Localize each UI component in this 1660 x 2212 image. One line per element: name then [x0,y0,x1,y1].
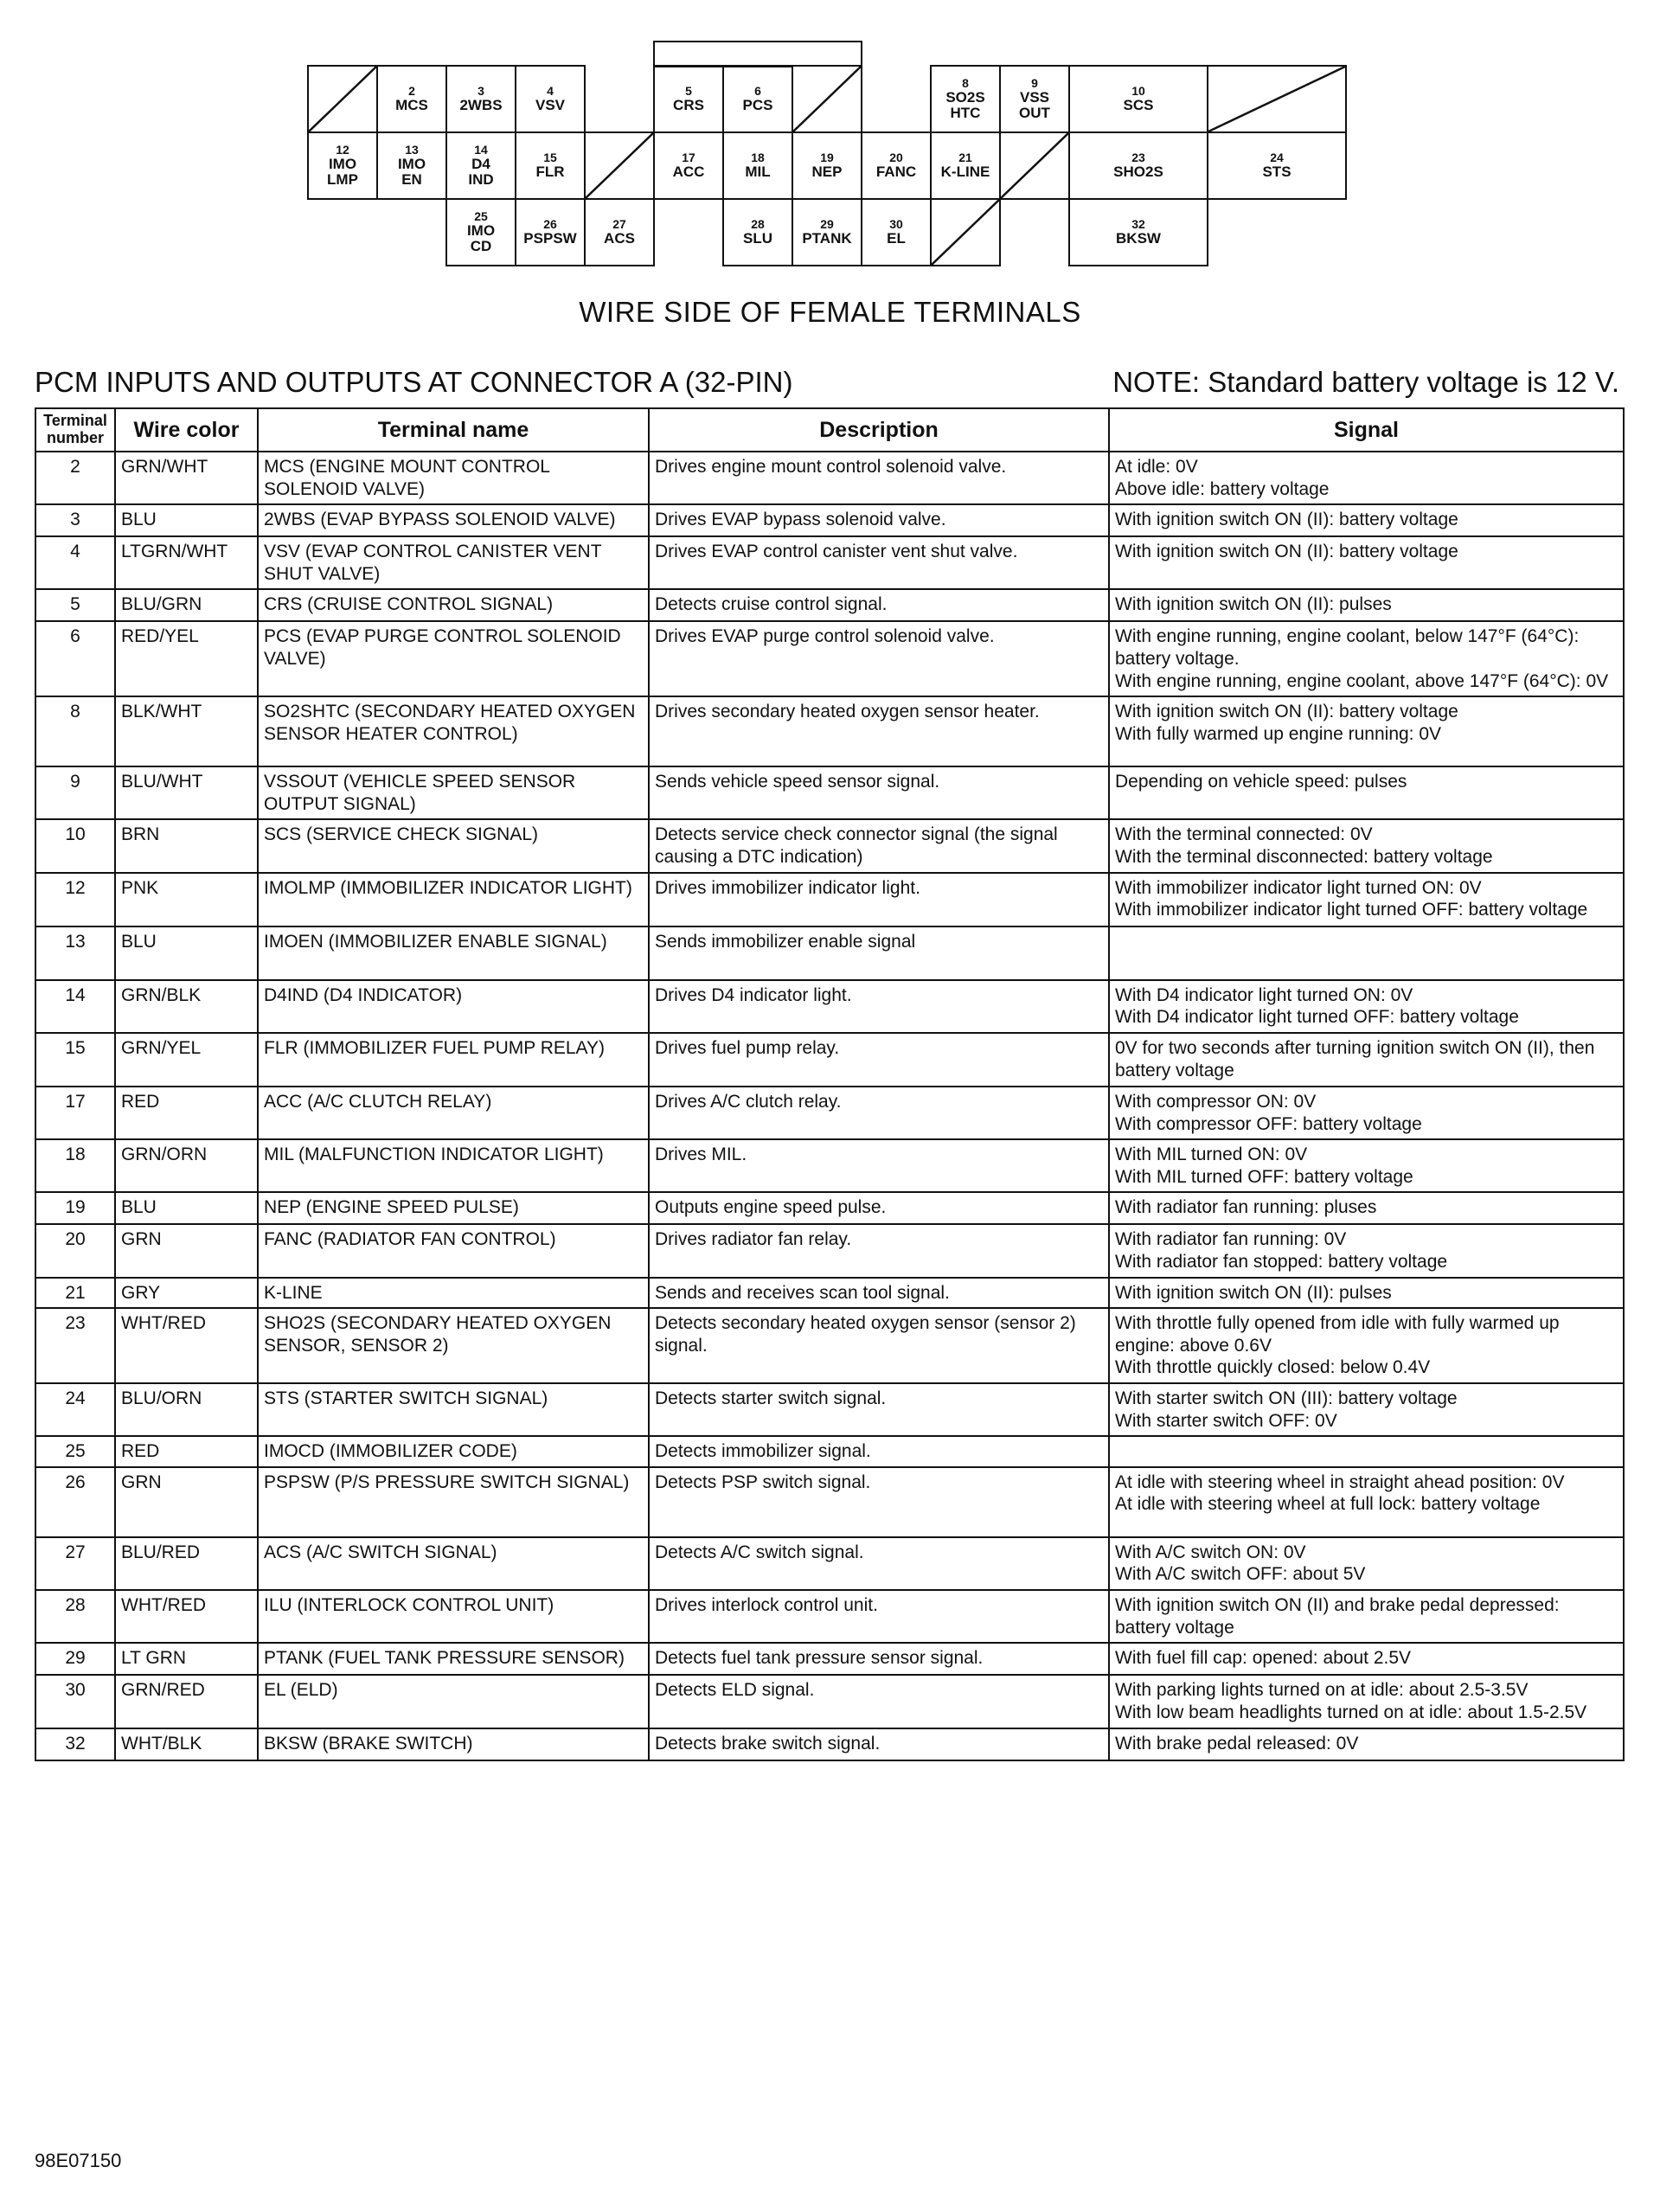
empty-terminal-cell [930,198,1001,266]
terminal-name-cell: D4IND (D4 INDICATOR) [258,980,649,1033]
description-cell: Sends vehicle speed sensor signal. [649,766,1109,819]
terminal-number-cell: 23 [35,1308,115,1383]
terminal-number: 10 [1131,83,1145,98]
terminal-label: ACS [604,229,635,247]
table-row [35,926,1624,980]
terminal-label: 2WBS [459,96,503,113]
terminal-number: 13 [405,142,419,157]
description-cell: Drives A/C clutch relay. [649,1087,1109,1139]
table-row [35,1383,1624,1436]
terminal-name-cell: 2WBS (EVAP BYPASS SOLENOID VALVE) [258,504,649,536]
terminal-number-cell: 12 [35,873,115,926]
signal-line: With the terminal disconnected: battery voltage [1115,847,1493,868]
terminal-cell-14 [445,131,516,200]
terminal-name-cell: IMOCD (IMMOBILIZER CODE) [258,1436,649,1467]
terminal-number-cell: 5 [35,589,115,621]
terminal-label: D4 [471,155,490,172]
terminal-number-cell: 2 [35,452,115,504]
terminal-cell-32 [1068,198,1208,266]
terminal-number-cell: 4 [35,536,115,589]
terminal-number-cell: 3 [35,504,115,536]
signal-line: With compressor OFF: battery voltage [1115,1113,1422,1134]
description-cell: Detects brake switch signal. [649,1728,1109,1760]
header-terminal-name: Terminal name [258,408,649,452]
signal-cell [1109,1308,1624,1383]
terminal-label: CRS [673,96,704,113]
terminal-name-cell: ILU (INTERLOCK CONTROL UNIT) [258,1590,649,1643]
terminal-number-cell: 32 [35,1728,115,1760]
description-cell: Drives D4 indicator light. [649,980,1109,1033]
signal-line: With fully warmed up engine running: 0V [1115,723,1442,744]
terminal-name-cell: PSPSW (P/S PRESSURE SWITCH SIGNAL) [258,1467,649,1537]
description-cell: Detects fuel tank pressure sensor signal. [649,1643,1109,1675]
table-row [35,1590,1624,1643]
terminal-number: 20 [889,150,903,164]
wire-color-cell: WHT/RED [115,1590,258,1643]
terminal-cell-13 [376,131,447,200]
signal-cell [1109,1087,1624,1139]
terminal-label: VSS [1019,88,1050,106]
signal-line: With MIL turned OFF: battery voltage [1115,1166,1413,1187]
signal-cell [1109,696,1624,766]
terminal-name-cell: EL (ELD) [258,1675,649,1728]
description-cell: Detects secondary heated oxygen sensor (sensor 2) signal. [649,1308,1109,1383]
table-row [35,1087,1624,1139]
wire-color-cell: BLU [115,926,258,980]
signal-line: Depending on vehicle speed: pulses [1115,772,1407,792]
table-header-row [35,408,1624,452]
terminal-name-cell: STS (STARTER SWITCH SIGNAL) [258,1383,649,1436]
terminal-cell-10 [1068,65,1208,133]
terminal-label: MIL [745,163,771,180]
table-row [35,819,1624,872]
signal-cell [1109,1436,1624,1467]
terminal-number: 5 [685,83,692,98]
terminal-cell-20 [861,131,932,200]
wire-color-cell: WHT/BLK [115,1728,258,1760]
signal-line: With immobilizer indicator light turned OFF: battery voltage [1115,900,1588,920]
terminal-number: 8 [962,75,969,90]
terminal-number-cell: 8 [35,696,115,766]
wire-color-cell: GRN/RED [115,1675,258,1728]
description-cell: Drives EVAP control canister vent shut valve. [649,536,1109,589]
signal-line: With D4 indicator light turned ON: 0V [1115,984,1413,1005]
terminal-cell-6 [722,65,793,133]
terminal-cell-30 [861,198,932,266]
terminal-name-cell: SCS (SERVICE CHECK SIGNAL) [258,819,649,872]
signal-cell [1109,536,1624,589]
terminal-number: 30 [889,216,903,231]
terminal-cell-26 [515,198,586,266]
terminal-label: MCS [395,96,428,113]
wire-color-cell: PNK [115,873,258,926]
table-row [35,980,1624,1033]
signal-line: With the terminal connected: 0V [1115,824,1373,845]
signal-line: With ignition switch ON (II): pulses [1115,594,1392,615]
table-row [35,589,1624,621]
terminal-number-cell: 20 [35,1224,115,1277]
signal-cell [1109,1643,1624,1675]
description-cell: Drives EVAP purge control solenoid valve. [649,621,1109,696]
terminal-cell-28 [722,198,793,266]
terminal-number-cell: 25 [35,1436,115,1467]
signal-line: With D4 indicator light turned OFF: battery voltage [1115,1007,1519,1028]
terminal-name-cell: NEP (ENGINE SPEED PULSE) [258,1192,649,1224]
signal-line: With starter switch ON (III): battery voltage [1115,1388,1458,1409]
terminal-number-cell: 21 [35,1278,115,1309]
description-cell: Sends and receives scan tool signal. [649,1278,1109,1309]
terminal-name-cell: FANC (RADIATOR FAN CONTROL) [258,1224,649,1277]
table-row [35,1278,1624,1309]
terminal-number: 25 [474,208,488,223]
signal-cell [1109,1139,1624,1192]
description-cell: Detects A/C switch signal. [649,1537,1109,1590]
terminal-name-cell: IMOLMP (IMMOBILIZER INDICATOR LIGHT) [258,873,649,926]
header-terminal-number: Terminal number [35,408,115,452]
signal-cell [1109,766,1624,819]
terminal-number: 9 [1031,75,1038,90]
table-row [35,452,1624,504]
terminal-label: BKSW [1116,229,1161,247]
terminal-number: 21 [958,150,972,164]
signal-cell [1109,1675,1624,1728]
header-wire-color: Wire color [115,408,258,452]
terminal-cell-3 [445,65,516,133]
terminal-cell-5 [653,65,724,133]
terminal-number: 12 [336,142,349,157]
signal-line: At idle with steering wheel in straight ahead position: 0V [1115,1471,1565,1492]
terminal-number: 4 [547,83,554,98]
wire-color-cell: BLU/WHT [115,766,258,819]
terminal-label: EL [887,229,906,247]
terminal-number: 28 [751,216,765,231]
table-row [35,1192,1624,1224]
terminal-name-cell: VSV (EVAP CONTROL CANISTER VENT SHUT VALVE) [258,536,649,589]
terminal-name-cell: IMOEN (IMMOBILIZER ENABLE SIGNAL) [258,926,649,980]
wire-color-cell: BLU/GRN [115,589,258,621]
signal-line: With engine running, engine coolant, above 147°F (64°C): 0V [1115,670,1609,691]
terminal-number-cell: 19 [35,1192,115,1224]
table-row [35,1308,1624,1383]
terminal-label: OUT [1019,105,1050,122]
terminal-number-cell: 6 [35,621,115,696]
document-id: 98E07150 [35,2150,122,2171]
connector-caption: WIRE SIDE OF FEMALE TERMINALS [579,296,1081,328]
terminal-number-cell: 17 [35,1087,115,1139]
signal-line: With engine running, engine coolant, below 147°F (64°C): battery voltage. [1115,626,1580,670]
terminal-number: 24 [1270,150,1284,164]
wire-color-cell: RED [115,1436,258,1467]
terminal-number-cell: 18 [35,1139,115,1192]
terminal-name-cell: BKSW (BRAKE SWITCH) [258,1728,649,1760]
signal-line: With fuel fill cap: opened: about 2.5V [1115,1648,1412,1669]
wire-color-cell: WHT/RED [115,1308,258,1383]
terminal-label: PCS [742,96,773,113]
terminal-number: 2 [408,83,415,98]
terminal-number: 14 [474,142,488,157]
table-heading: PCM INPUTS AND OUTPUTS AT CONNECTOR A (32-PIN) [35,366,793,398]
signal-line: With ignition switch ON (II) and brake pedal depressed: battery voltage [1115,1595,1560,1638]
terminal-label: STS [1262,163,1291,180]
description-cell: Drives fuel pump relay. [649,1033,1109,1087]
terminal-number: 17 [682,150,695,164]
wire-color-cell: RED [115,1087,258,1139]
wire-color-cell: BRN [115,819,258,872]
description-cell: Drives MIL. [649,1139,1109,1192]
terminal-label: K-LINE [940,163,990,180]
description-cell: Detects starter switch signal. [649,1383,1109,1436]
terminal-number: 3 [477,83,484,98]
terminal-number-cell: 14 [35,980,115,1033]
table-row [35,536,1624,589]
terminal-cell-27 [584,198,655,266]
table-row [35,1467,1624,1537]
wire-color-cell: LTGRN/WHT [115,536,258,589]
terminal-label: LMP [327,171,358,189]
signal-line: With ignition switch ON (II): battery voltage [1115,702,1458,722]
wire-color-cell: GRN/WHT [115,452,258,504]
signal-line: With ignition switch ON (II): battery voltage [1115,510,1458,530]
terminal-name-cell: K-LINE [258,1278,649,1309]
terminal-cell-4 [515,65,586,133]
signal-cell [1109,819,1624,872]
terminal-label: SHO2S [1113,163,1163,180]
table-row [35,1436,1624,1467]
signal-line: With compressor ON: 0V [1115,1091,1317,1112]
terminal-number-cell: 26 [35,1467,115,1537]
signal-cell [1109,980,1624,1033]
terminal-cell-23 [1068,131,1208,200]
signal-line: With low beam headlights turned on at idle: about 1.5-2.5V [1115,1702,1587,1722]
table-row [35,766,1624,819]
signal-cell [1109,1383,1624,1436]
terminal-name-cell: PTANK (FUEL TANK PRESSURE SENSOR) [258,1643,649,1675]
signal-cell [1109,589,1624,621]
connector-key [653,41,862,67]
signal-line: With radiator fan running: pluses [1115,1197,1377,1218]
wire-color-cell: GRN/BLK [115,980,258,1033]
terminal-name-cell: PCS (EVAP PURGE CONTROL SOLENOID VALVE) [258,621,649,696]
terminal-name-cell: MCS (ENGINE MOUNT CONTROL SOLENOID VALVE) [258,452,649,504]
description-cell: Detects immobilizer signal. [649,1436,1109,1467]
description-cell: Drives radiator fan relay. [649,1224,1109,1277]
pcm-io-table [35,407,1625,1761]
terminal-label: SLU [743,229,772,247]
terminal-label: FANC [875,163,917,180]
terminal-cell-17 [653,131,724,200]
wire-color-cell: BLU/RED [115,1537,258,1590]
empty-terminal-cell [1207,65,1347,133]
empty-terminal-cell [999,131,1070,200]
description-cell: Drives EVAP bypass solenoid valve. [649,504,1109,536]
description-cell: Drives interlock control unit. [649,1590,1109,1643]
signal-cell [1109,621,1624,696]
wire-color-cell: BLK/WHT [115,696,258,766]
wire-color-cell: GRN/YEL [115,1033,258,1087]
terminal-name-cell: ACC (A/C CLUTCH RELAY) [258,1087,649,1139]
description-cell: Detects cruise control signal. [649,589,1109,621]
signal-line: With radiator fan running: 0V [1115,1229,1347,1250]
terminal-cell-18 [722,131,793,200]
terminal-number: 29 [820,216,834,231]
description-cell: Drives immobilizer indicator light. [649,873,1109,926]
terminal-cell-2 [376,65,447,133]
empty-terminal-cell [792,65,862,133]
terminal-label: IND [468,171,494,189]
terminal-label: ACC [672,163,705,180]
signal-line: With ignition switch ON (II): pulses [1115,1282,1392,1303]
signal-line: With immobilizer indicator light turned ON: 0V [1115,877,1482,898]
terminal-number-cell: 13 [35,926,115,980]
signal-cell [1109,1278,1624,1309]
terminal-label: SO2S [945,88,985,106]
description-cell: Drives secondary heated oxygen sensor heater. [649,696,1109,766]
signal-cell [1109,1467,1624,1537]
signal-cell [1109,1224,1624,1277]
signal-cell [1109,1192,1624,1224]
terminal-label: PSPSW [523,229,577,247]
table-row [35,1224,1624,1277]
table-row [35,1139,1624,1192]
terminal-cell-24 [1207,131,1347,200]
signal-cell [1109,873,1624,926]
signal-cell [1109,1033,1624,1087]
terminal-name-cell: SHO2S (SECONDARY HEATED OXYGEN SENSOR, SENSOR 2) [258,1308,649,1383]
wire-color-cell: BLU/ORN [115,1383,258,1436]
signal-line: With radiator fan stopped: battery voltage [1115,1251,1448,1272]
terminal-cell-15 [515,131,586,200]
terminal-cell-29 [792,198,862,266]
signal-line: With A/C switch OFF: about 5V [1115,1564,1366,1585]
terminal-label: FLR [535,163,565,180]
voltage-note: NOTE: Standard battery voltage is 12 V. [1112,366,1619,398]
terminal-number: 18 [751,150,765,164]
header-description: Description [649,408,1109,452]
terminal-number-cell: 24 [35,1383,115,1436]
terminal-name-cell: MIL (MALFUNCTION INDICATOR LIGHT) [258,1139,649,1192]
description-cell: Outputs engine speed pulse. [649,1192,1109,1224]
terminal-number-cell: 9 [35,766,115,819]
terminal-cell-12 [307,131,378,200]
terminal-number-cell: 27 [35,1537,115,1590]
description-cell: Detects ELD signal. [649,1675,1109,1728]
terminal-number-cell: 15 [35,1033,115,1087]
terminal-label: HTC [950,105,981,122]
signal-cell [1109,1537,1624,1590]
table-row [35,1675,1624,1728]
signal-line: With A/C switch ON: 0V [1115,1542,1306,1562]
terminal-label: IMO [397,155,426,172]
terminal-cell-9 [999,65,1070,133]
terminal-number-cell: 30 [35,1675,115,1728]
signal-cell [1109,1728,1624,1760]
wire-color-cell: GRN/ORN [115,1139,258,1192]
signal-cell [1109,926,1624,980]
signal-line: With throttle quickly closed: below 0.4V [1115,1357,1431,1378]
table-row [35,1643,1624,1675]
wire-color-cell: BLU [115,1192,258,1224]
description-cell: Detects service check connector signal (the signal causing a DTC indication) [649,819,1109,872]
terminal-number: 15 [543,150,557,164]
terminal-name-cell: FLR (IMMOBILIZER FUEL PUMP RELAY) [258,1033,649,1087]
terminal-cell-19 [792,131,862,200]
terminal-cell-25 [445,198,516,266]
description-cell: Drives engine mount control solenoid valve. [649,452,1109,504]
table-row [35,621,1624,696]
terminal-cell-8 [930,65,1001,133]
header-signal: Signal [1109,408,1624,452]
signal-line: With parking lights turned on at idle: about 2.5-3.5V [1115,1680,1529,1701]
signal-line: At idle with steering wheel at full lock: battery voltage [1115,1494,1541,1515]
terminal-number: 6 [754,83,761,98]
terminal-label: IMO [328,155,357,172]
terminal-label: EN [401,171,422,189]
signal-cell [1109,504,1624,536]
terminal-label: IMO [466,221,496,239]
terminal-number: 32 [1131,216,1145,231]
wire-color-cell: BLU [115,504,258,536]
wire-color-cell: LT GRN [115,1643,258,1675]
terminal-number: 26 [543,216,557,231]
description-cell: Detects PSP switch signal. [649,1467,1109,1537]
terminal-name-cell: ACS (A/C SWITCH SIGNAL) [258,1537,649,1590]
table-row [35,873,1624,926]
terminal-number: 23 [1131,150,1145,164]
terminal-number: 19 [820,150,834,164]
terminal-label: NEP [811,163,843,180]
signal-line: Above idle: battery voltage [1115,478,1330,499]
terminal-number-cell: 29 [35,1643,115,1675]
terminal-number-cell: 10 [35,819,115,872]
signal-line: With ignition switch ON (II): battery voltage [1115,542,1458,562]
terminal-number: 27 [612,216,626,231]
wire-color-cell: GRY [115,1278,258,1309]
wire-color-cell: RED/YEL [115,621,258,696]
signal-line: 0V for two seconds after turning ignition switch ON (II), then battery voltage [1115,1037,1595,1080]
terminal-number-cell: 28 [35,1590,115,1643]
signal-line: With brake pedal released: 0V [1115,1734,1359,1754]
signal-line: With throttle fully opened from idle with fully warmed up engine: above 0.6V [1115,1313,1560,1356]
signal-line: At idle: 0V [1115,457,1198,477]
empty-terminal-cell [584,131,655,200]
terminal-label: VSV [535,96,566,113]
wire-color-cell: GRN [115,1467,258,1537]
table-row [35,1728,1624,1760]
table-row [35,1537,1624,1590]
description-cell: Sends immobilizer enable signal [649,926,1109,980]
terminal-name-cell: CRS (CRUISE CONTROL SIGNAL) [258,589,649,621]
table-row [35,696,1624,766]
terminal-label: CD [470,238,492,255]
table-row [35,504,1624,536]
table-row [35,1033,1624,1087]
wire-color-cell: GRN [115,1224,258,1277]
terminal-label: PTANK [802,229,852,247]
empty-terminal-cell [307,65,378,133]
terminal-name-cell: VSSOUT (VEHICLE SPEED SENSOR OUTPUT SIGNAL) [258,766,649,819]
terminal-cell-21 [930,131,1001,200]
signal-line: With MIL turned ON: 0V [1115,1144,1308,1165]
terminal-name-cell: SO2SHTC (SECONDARY HEATED OXYGEN SENSOR HEATER CONTROL) [258,696,649,766]
signal-cell [1109,1590,1624,1643]
signal-line: With starter switch OFF: 0V [1115,1410,1337,1431]
terminal-label: SCS [1123,96,1154,113]
signal-cell [1109,452,1624,504]
